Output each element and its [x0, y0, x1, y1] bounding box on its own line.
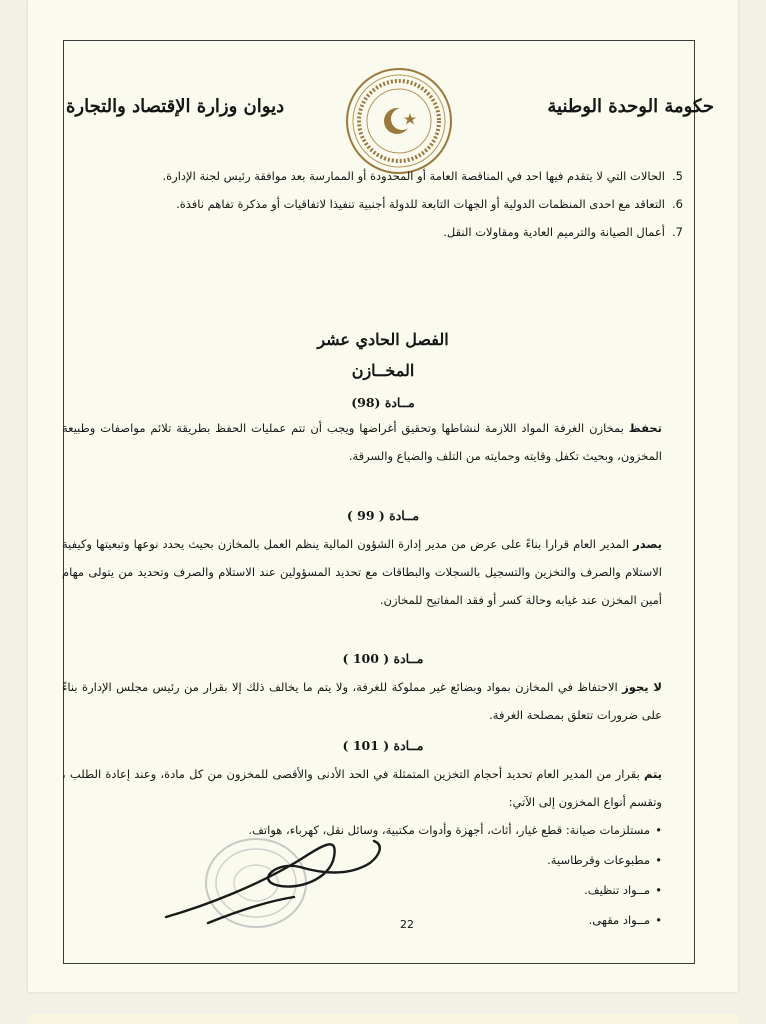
- list-item: • مطبوعات وقرطاسية.: [62, 845, 662, 875]
- document-body: [28, 0, 738, 992]
- list-item: 7. أعمال الصيانة والترميم العادية ومقاولات النقل.: [443, 225, 683, 239]
- article-98-text: تحفظ بمخازن الغرفة المواد اللازمة لنشاطها وتحقيق أغراضها ويجب أن تتم عمليات الحفظ بطريقة تلائم مواصفات وطبيعة المخزون، وبحيث تكفل وقايته وحمايته من التلف والضياع والسرقة.: [62, 421, 662, 463]
- ministry-name: ديوان وزارة الإقتصاد والتجارة: [66, 96, 285, 117]
- article-99-heading: مــادة ( 99 ): [346, 508, 420, 523]
- procurement-cases-list: [83, 162, 683, 246]
- article-98-heading: مــادة (98): [351, 395, 415, 410]
- list-item: • مــواد تنظيف.: [62, 875, 662, 905]
- chapter-subtitle: المخــازن: [351, 361, 415, 380]
- chapter-title: الفصل الحادي عشر: [317, 330, 449, 349]
- signature: [148, 815, 388, 935]
- page-number: 22: [400, 918, 414, 931]
- article-100-text: لا يجوز الاحتفاظ في المخازن بمواد وبضائع غير مملوكة للغرفة، ولا يتم ما يخالف ذلك إلا بقرار من رئيس مجلس الإدارة بناءً على ضرورات تتعلق بمصلحة الغرفة.: [62, 680, 662, 722]
- list-item: • مستلزمات صيانة: قطع غيار، أثاث، أجهزة وأدوات مكتبية، وسائل نقل، كهرباء، هواتف.: [62, 815, 662, 845]
- state-emblem-seal: [344, 66, 454, 176]
- article-101-heading: مــادة ( 101 ): [342, 738, 424, 753]
- list-item: 5. الحالات التي لا يتقدم فيها احد في المناقصة العامة أو المحدودة أو الممارسة بعد موافقة رئيس لجنة الإدارة.: [162, 169, 683, 183]
- document-page: [28, 0, 738, 992]
- article-99-text: يصدر المدير العام قرارا بناءً على عرض من مدير إدارة الشؤون المالية ينظم العمل بالمخازن بحيث يحدد نوعها وتبعيتها وكيفية الاستلام والصرف والتخزين والتسجيل بالسجلات والبطاقات مع تحديد المسؤولين عند الاستلام والصرف وتحديد من يتولى مهام أمين المخزن عند غيابه وحالة كسر أو فقد المفاتيح للمخازن.: [62, 537, 662, 607]
- government-name: حكومة الوحدة الوطنية: [547, 96, 714, 117]
- article-101-text: يتم بقرار من المدير العام تحديد أحجام التخزين المتمثلة في الحد الأدنى والأقصى للمخزون من كل مادة، وعند إعادة الطلب ، وتقسم أنواع المخزون إلى الآتي:: [62, 767, 662, 809]
- list-item: 6. التعاقد مع احدى المنظمات الدولية أو الجهات التابعة للدولة أجنبية تنفيذا لاتفاقيات أو مذكرة تفاهم نافذة.: [176, 197, 683, 211]
- list-item: • مــواد مقهى.: [62, 905, 662, 935]
- next-page-edge: [28, 1014, 738, 1024]
- article-100-heading: مــادة ( 100 ): [342, 651, 424, 666]
